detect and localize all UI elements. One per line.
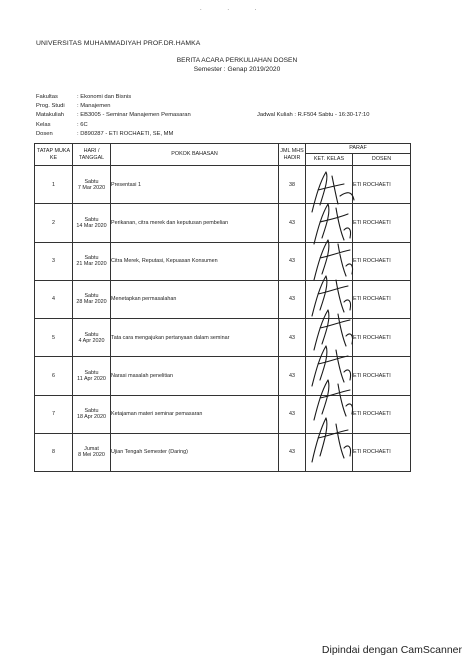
meeting-date-cell — [73, 357, 111, 395]
header-meeting: TATAP MUKA KE — [35, 144, 73, 166]
info-row-faculty — [36, 93, 191, 102]
info-value: : 6C — [77, 121, 88, 128]
info-label: Kelas — [36, 121, 51, 128]
camscanner-watermark: Dipindai dengan CamScanner — [321, 644, 462, 656]
lecturer-name: ETI ROCHAETI — [353, 319, 411, 357]
meeting-date: 4 Apr 2020 — [78, 337, 105, 344]
topic-cell: Tata cara mengajukan pertanyaan dalam seminar — [111, 319, 279, 357]
meeting-date-cell — [73, 166, 111, 204]
class-rep-signature-cell — [306, 204, 353, 242]
topic-cell: Ketajaman materi seminar pemasaran — [111, 395, 279, 433]
topic-cell: Presentasi 1 — [111, 166, 279, 204]
meeting-day: Sabtu — [84, 255, 99, 262]
attendance-count: 43 — [279, 395, 306, 433]
header-attendance: JML MHS HADIR — [279, 144, 306, 166]
header-date: HARI / TANGGAL — [73, 144, 111, 166]
table-row — [35, 395, 411, 433]
meeting-date: 11 Apr 2020 — [77, 375, 106, 382]
info-row-program — [36, 102, 191, 111]
meeting-number: 1 — [35, 166, 73, 204]
document-title: BERITA ACARA PERKULIAHAN DOSEN — [176, 57, 298, 64]
class-rep-signature-cell — [306, 433, 353, 471]
header-paraf: PARAF — [306, 144, 411, 154]
info-label: Prog. Studi — [36, 103, 65, 110]
meeting-number: 8 — [35, 433, 73, 471]
table-row — [35, 319, 411, 357]
meeting-date: 28 Mar 2020 — [76, 299, 107, 306]
attendance-count: 43 — [279, 280, 306, 318]
table-row — [35, 204, 411, 242]
meeting-day: Sabtu — [84, 408, 99, 415]
attendance-count: 43 — [279, 433, 306, 471]
info-value: : D890287 - ETI ROCHAETI, SE, MM — [77, 130, 174, 137]
attendance-table — [34, 143, 411, 472]
info-label: Fakultas — [36, 94, 58, 100]
info-label: Matakuliah — [36, 112, 65, 119]
table-row — [35, 280, 411, 318]
table-row — [35, 357, 411, 395]
university-name: UNIVERSITAS MUHAMMADIYAH PROF.DR.HAMKA — [36, 40, 201, 47]
meeting-day: Sabtu — [84, 216, 99, 223]
meeting-number: 4 — [35, 280, 73, 318]
attendance-count: 43 — [279, 242, 306, 280]
meeting-date-cell — [73, 395, 111, 433]
meeting-number: 5 — [35, 319, 73, 357]
info-row-lecturer — [36, 130, 191, 139]
lecturer-name: ETI ROCHAETI — [353, 280, 411, 318]
meeting-date: 14 Mar 2020 — [76, 222, 107, 229]
topic-cell: Perikanan, citra merek dan keputusan pembelian — [111, 204, 279, 242]
lecturer-name: ETI ROCHAETI — [353, 357, 411, 395]
lecturer-name: ETI ROCHAETI — [353, 433, 411, 471]
lecturer-name: ETI ROCHAETI — [353, 166, 411, 204]
meeting-day: Sabtu — [84, 178, 99, 185]
topic-cell: Menetapkan permasalahan — [111, 280, 279, 318]
meeting-day: Sabtu — [84, 331, 99, 338]
meeting-date: 8 Mei 2020 — [78, 452, 105, 459]
class-rep-signature-cell — [306, 319, 353, 357]
lecturer-name: ETI ROCHAETI — [353, 395, 411, 433]
info-row-course — [36, 111, 191, 120]
meeting-number: 3 — [35, 242, 73, 280]
meeting-date-cell — [73, 242, 111, 280]
table-row — [35, 166, 411, 204]
class-rep-signature-cell — [306, 395, 353, 433]
header-lecturer: DOSEN — [353, 154, 411, 166]
meeting-number: 2 — [35, 204, 73, 242]
meeting-date: 7 Mar 2020 — [77, 184, 106, 191]
topic-cell: Ujian Tengah Semester (Daring) — [111, 433, 279, 471]
topic-cell: Narasi masalah penelitian — [111, 357, 279, 395]
meeting-date-cell — [73, 433, 111, 471]
meeting-date-cell — [73, 204, 111, 242]
class-rep-signature-cell — [306, 357, 353, 395]
meeting-number: 6 — [35, 357, 73, 395]
meeting-date-cell — [73, 280, 111, 318]
header-class-rep: KET. KELAS — [306, 154, 353, 166]
attendance-count: 43 — [279, 357, 306, 395]
attendance-count: 43 — [279, 319, 306, 357]
scan-artifact-dots: . . . — [200, 6, 269, 12]
info-value: : Ekonomi dan Bisnis — [77, 94, 132, 100]
info-row-class — [36, 121, 191, 130]
course-info — [36, 93, 191, 139]
attendance-count: 43 — [279, 204, 306, 242]
semester-label: Semester : Genap 2019/2020 — [193, 66, 281, 73]
table-row — [35, 242, 411, 280]
class-rep-signature-cell — [306, 280, 353, 318]
table-row — [35, 433, 411, 471]
meeting-day: Sabtu — [84, 293, 99, 300]
lecturer-name: ETI ROCHAETI — [353, 204, 411, 242]
meeting-number: 7 — [35, 395, 73, 433]
info-value: : Manajemen — [77, 103, 111, 110]
meeting-day: Jumat — [84, 446, 99, 453]
meeting-date: 18 Apr 2020 — [76, 414, 107, 421]
header-topic: POKOK BAHASAN — [111, 144, 279, 166]
class-rep-signature-cell — [306, 166, 353, 204]
attendance-count: 38 — [279, 166, 306, 204]
topic-cell: Citra Merek, Reputasi, Kepuasan Konsumen — [111, 242, 279, 280]
meeting-date: 21 Mar 2020 — [76, 261, 107, 268]
schedule-info: Jadwal Kuliah : R.F504 Sabtu - 16:30-17:10 — [257, 112, 370, 118]
meeting-date-cell — [73, 319, 111, 357]
lecturer-name: ETI ROCHAETI — [353, 242, 411, 280]
info-value: : EB3005 - Seminar Manajemen Pemasaran — [77, 112, 191, 119]
meeting-day: Sabtu — [84, 369, 99, 376]
info-label: Dosen — [36, 130, 53, 137]
class-rep-signature-cell — [306, 242, 353, 280]
